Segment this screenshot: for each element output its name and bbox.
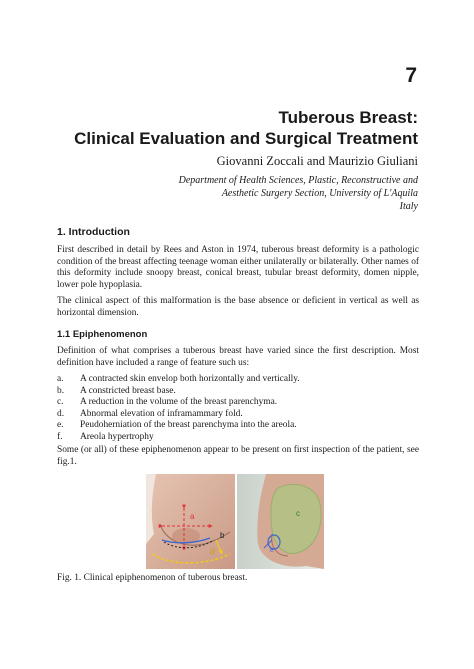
list-item-text: Areola hypertrophy (80, 431, 154, 442)
affiliation-line-2: Aesthetic Surgery Section, University of L'Aquila (221, 188, 418, 199)
clinical-figure (146, 474, 324, 569)
list-item-letter: f. (57, 431, 63, 442)
label-b: b (220, 531, 225, 540)
epiphenomenon-paragraph-2: Some (or all) of these epiphenomenon appear to be present on first inspection of the patient, see fig.1. (57, 445, 419, 467)
affiliation-line-1: Department of Health Sciences, Plastic, Reconstructive and (178, 175, 418, 186)
chapter-title (74, 107, 418, 149)
label-c: c (296, 509, 300, 518)
title-line-2: Clinical Evaluation and Surgical Treatment (74, 129, 418, 148)
section-heading-epiphenomenon: 1.1 Epiphenomenon (57, 329, 148, 340)
intro-paragraph-2: The clinical aspect of this malformation is the base absence or deficient in vertical as well as horizontal dimension. (57, 296, 419, 318)
list-item-letter: a. (57, 374, 64, 384)
figure-caption: Fig. 1. Clinical epiphenomenon of tuberous breast. (57, 573, 248, 583)
list-item (57, 409, 419, 421)
label-e: e (270, 547, 274, 554)
affiliation-line-3: Italy (399, 201, 418, 212)
list-item-text: A contracted skin envelop both horizontally and vertically. (80, 374, 300, 384)
label-a: a (190, 512, 195, 521)
list-item-letter: c. (57, 397, 64, 408)
list-item-letter: b. (57, 385, 65, 396)
list-item (57, 420, 419, 432)
list-item-text: Abnormal elevation of inframammary fold. (80, 408, 243, 419)
list-item-letter: e. (57, 420, 64, 431)
affiliation (179, 174, 418, 213)
list-item (57, 432, 419, 444)
epiphenomenon-paragraph-1: Definition of what comprises a tuberous breast have varied since the first description. Most definition have included a range of feature such us: (57, 346, 419, 368)
frontal-view-photo (146, 474, 235, 569)
list-item-text: A constricted breast base. (80, 385, 176, 396)
list-item (57, 386, 419, 398)
section-heading-introduction: 1. Introduction (57, 226, 130, 238)
authors: Giovanni Zoccali and Maurizio Giuliani (216, 154, 418, 168)
title-line-1: Tuberous Breast: (278, 108, 418, 127)
list-item (57, 374, 419, 386)
feature-list (57, 374, 419, 444)
label-d: d (210, 547, 215, 556)
list-item-letter: d. (57, 408, 65, 419)
intro-paragraph-1: First described in detail by Rees and Aston in 1974, tuberous breast deformity is a pathologic condition of the breast affecting teenage woman either unilaterally or bilaterally. Other names of this deformity include snoopy breast, conical breast, tubular breast deformity, domen nipple, lower pole hypoplasia. (57, 245, 419, 290)
list-item-text: Peudoherniation of the breast parenchyma into the areola. (80, 420, 297, 431)
list-item-text: A reduction in the volume of the breast parenchyma. (80, 397, 278, 408)
chapter-number: 7 (405, 64, 417, 87)
list-item (57, 397, 419, 409)
